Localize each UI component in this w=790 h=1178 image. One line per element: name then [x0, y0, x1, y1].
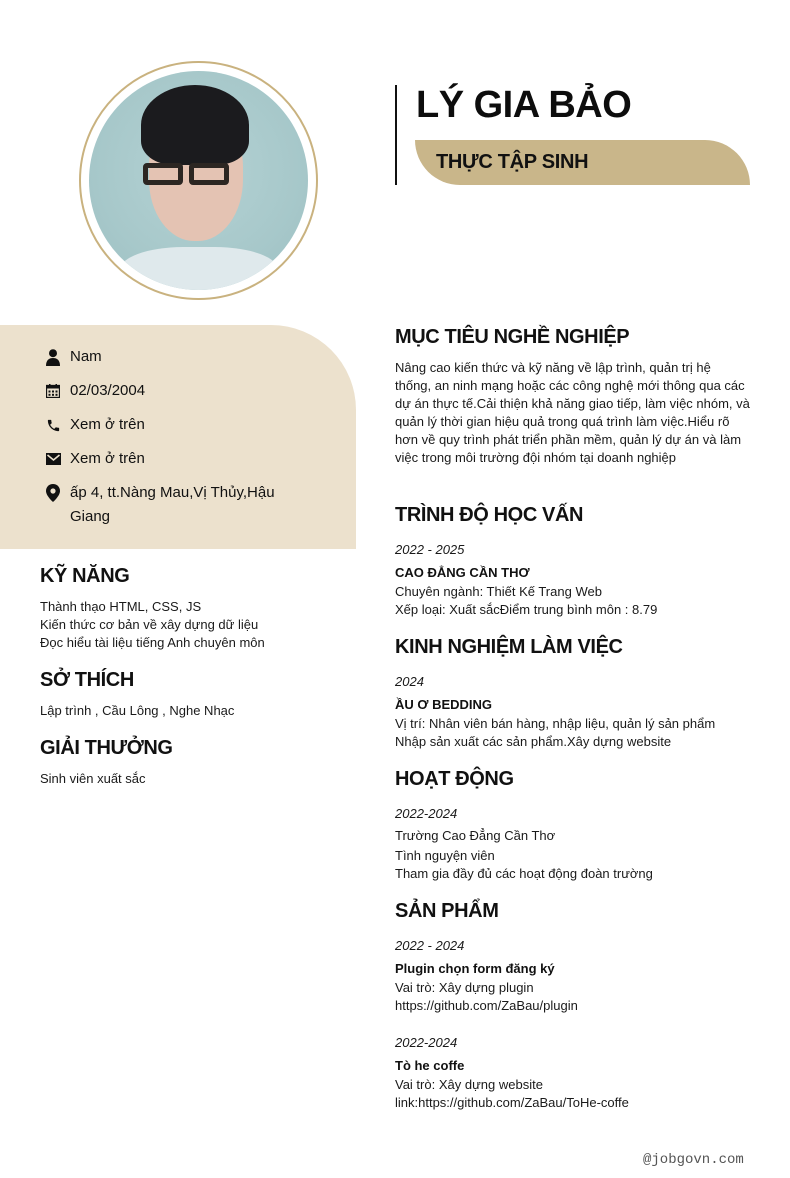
map-pin-icon: [44, 481, 62, 505]
contact-gender: Nam: [44, 345, 285, 369]
header-divider: [395, 85, 397, 185]
job-title-badge: [415, 140, 750, 185]
education-school: CAO ĐẲNG CẦN THƠ: [395, 565, 530, 580]
product-period: 2022 - 2024: [395, 938, 465, 953]
product-name: Plugin chọn form đăng ký: [395, 961, 555, 976]
skill-item: Đọc hiểu tài liệu tiếng Anh chuyên môn: [40, 635, 265, 650]
skill-item: Thành thạo HTML, CSS, JS: [40, 599, 202, 614]
awards-text: Sinh viên xuất sắc: [40, 771, 146, 786]
hobbies-text: Lập trình , Cầu Lông , Nghe Nhạc: [40, 703, 235, 718]
education-heading: TRÌNH ĐỘ HỌC VẤN: [395, 504, 584, 526]
contact-email: Xem ở trên: [44, 447, 285, 471]
phone-icon: [44, 413, 62, 437]
product-link[interactable]: https://github.com/ZaBau/plugin: [395, 998, 578, 1013]
product-details: Vai trò: Xây dựng website link:https://github.com/ZaBau/ToHe-coffe: [395, 1077, 629, 1110]
skills-list: [40, 598, 265, 652]
product-name: Tò he coffe: [395, 1058, 465, 1073]
hobbies-heading: SỞ THÍCH: [40, 669, 134, 691]
contact-birthday: 02/03/2004: [44, 379, 285, 403]
job-title: THỰC TẬP SINH: [436, 151, 589, 173]
experience-period: 2024: [395, 674, 424, 689]
activities-details: Tình nguyện viên Tham gia đầy đủ các hoạt động đoàn trường: [395, 848, 653, 881]
education-details: Chuyên ngành: Thiết Kế Trang Web Xếp loại: Xuất sắcĐiểm trung bình môn : 8.79: [395, 584, 658, 617]
activities-period: 2022-2024: [395, 806, 458, 821]
objective-heading: MỤC TIÊU NGHỀ NGHIỆP: [395, 326, 630, 348]
avatar-frame: [79, 61, 318, 300]
candidate-name: LÝ GIA BẢO: [416, 84, 632, 126]
awards-heading: GIẢI THƯỞNG: [40, 737, 173, 759]
activities-heading: HOẠT ĐỘNG: [395, 768, 514, 790]
product-link[interactable]: link:https://github.com/ZaBau/ToHe-coffe: [395, 1095, 629, 1110]
avatar-photo: [89, 71, 308, 290]
contact-phone: Xem ở trên: [44, 413, 285, 437]
calendar-icon: [44, 379, 62, 403]
product-period: 2022-2024: [395, 1035, 458, 1050]
experience-heading: KINH NGHIỆM LÀM VIỆC: [395, 636, 623, 658]
products-heading: SẢN PHẨM: [395, 900, 499, 922]
experience-company: ẦU Ơ BEDDING: [395, 697, 493, 712]
education-period: 2022 - 2025: [395, 542, 465, 557]
person-icon: [44, 345, 62, 369]
envelope-icon: [44, 447, 62, 471]
experience-details: Vị trí: Nhân viên bán hàng, nhập liệu, quản lý sản phẩm Nhập sản xuất các sản phẩm.Xây dựng website: [395, 716, 716, 749]
watermark: @jobgovn.com: [643, 1152, 744, 1168]
contact-address: ấp 4, tt.Nàng Mau,Vị Thủy,Hậu Giang: [44, 481, 285, 529]
objective-text: Nâng cao kiến thức và kỹ năng về lập trình, quản trị hệ thống, an ninh mạng hoặc các công nghệ mới thông qua các dự án thực tế.Cải thiện khả năng giao tiếp, làm việc nhóm, và quản lý thời gian hiệu quả trong quá trình làm việc.Hiểu rõ hơn về quy trình phát triển phần mềm, quản lý dự án và làm việc trong môi trường đội nhóm tại doanh nghiệp: [395, 360, 750, 465]
product-details: Vai trò: Xây dựng plugin https://github.com/ZaBau/plugin: [395, 980, 578, 1013]
skill-item: Kiến thức cơ bản về xây dựng dữ liệu: [40, 617, 259, 632]
activities-organization: Trường Cao Đẳng Cần Thơ: [395, 828, 556, 843]
skills-heading: KỸ NĂNG: [40, 565, 130, 587]
